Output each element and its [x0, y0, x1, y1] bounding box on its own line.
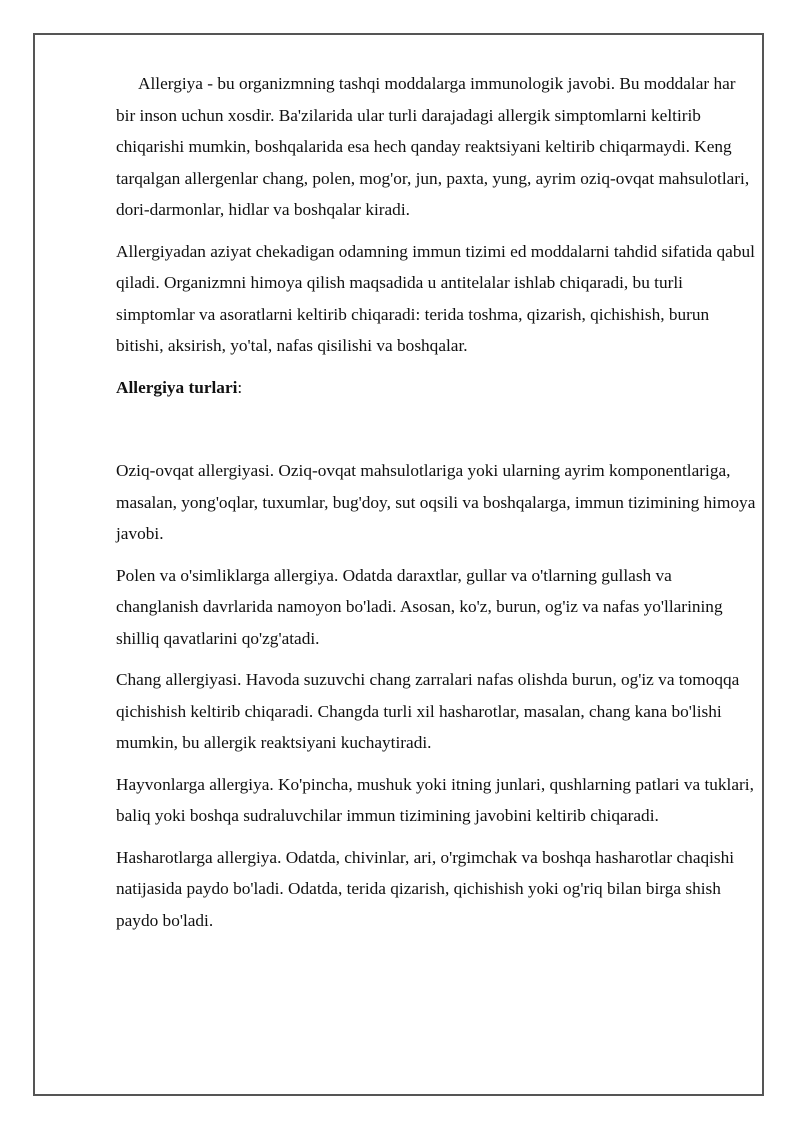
heading-spacer — [116, 413, 756, 455]
heading-label: Allergiya turlari — [116, 377, 238, 397]
allergy-type-paragraph: Chang allergiyasi. Havoda suzuvchi chang zarralari nafas olishda burun, og'iz va tomoqqa qichishish keltirib chiqaradi. Changda turli xil hasharotlar, masalan, chang kana bo'lishi mumkin, bu allergik reaktsiyani kuchaytiradi. — [116, 670, 740, 752]
allergy-type-paragraph: Oziq-ovqat allergiyasi. Oziq-ovqat mahsulotlariga yoki ularning ayrim komponentlariga, masalan, yong'oqlar, tuxumlar, bug'doy, sut oqsili va boshqalarga, immun tizimining himoya javobi. — [116, 461, 756, 543]
section-heading — [116, 372, 756, 404]
intro-paragraph: Allergiya - bu organizmning tashqi moddalarga immunologik javobi. Bu moddalar har bir inson uchun xosdir. Ba'zilarida ular turli darajadagi allergik simptomlarni keltirib chiqarishi mumkin, boshqalarida esa hech qanday reaktsiyani keltirib chiqarmaydi. Keng tarqalgan allergenlar chang, polen, mog'or, jun, paxta, yung, ayrim oziq-ovqat mahsulotlari, dori-darmonlar, hidlar va boshqalar kiradi. — [116, 74, 750, 219]
allergy-type-paragraph: Hasharotlarga allergiya. Odatda, chivinlar, ari, o'rgimchak va boshqa hasharotlar chaqishi natijasida paydo bo'ladi. Odatda, terida qizarish, qichishish yoki og'riq bilan birga shish paydo bo'ladi. — [116, 847, 735, 930]
allergy-type-paragraph: Hayvonlarga allergiya. Ko'pincha, mushuk yoki itning junlari, qushlarning patlari va tuklari, baliq yoki boshqa sudraluvchilar immun tizimining javobini keltirib chiqaradi. — [116, 774, 754, 825]
heading-colon: : — [237, 377, 243, 397]
allergy-type-paragraph: Polen va o'simliklarga allergiya. Odatda daraxtlar, gullar va o'tlarning gullash va changlanish davrlarida namoyon bo'ladi. Asosan, ko'z, burun, og'iz va nafas yo'llarining shilliq qavatlarini qo'zg'atadi. — [116, 565, 723, 648]
document-body — [116, 68, 756, 946]
immune-paragraph: Allergiyadan aziyat chekadigan odamning immun tizimi ed moddalarni tahdid sifatida qabul qiladi. Organizmni himoya qilish maqsadida u antitelalar ishlab chiqaradi, bu turli simptomlar va asoratlarni keltirib chiqaradi: terida toshma, qizarish, qichishish, burun bitishi, aksirish, yo'tal, nafas qisilishi va boshqalar. — [116, 241, 755, 355]
